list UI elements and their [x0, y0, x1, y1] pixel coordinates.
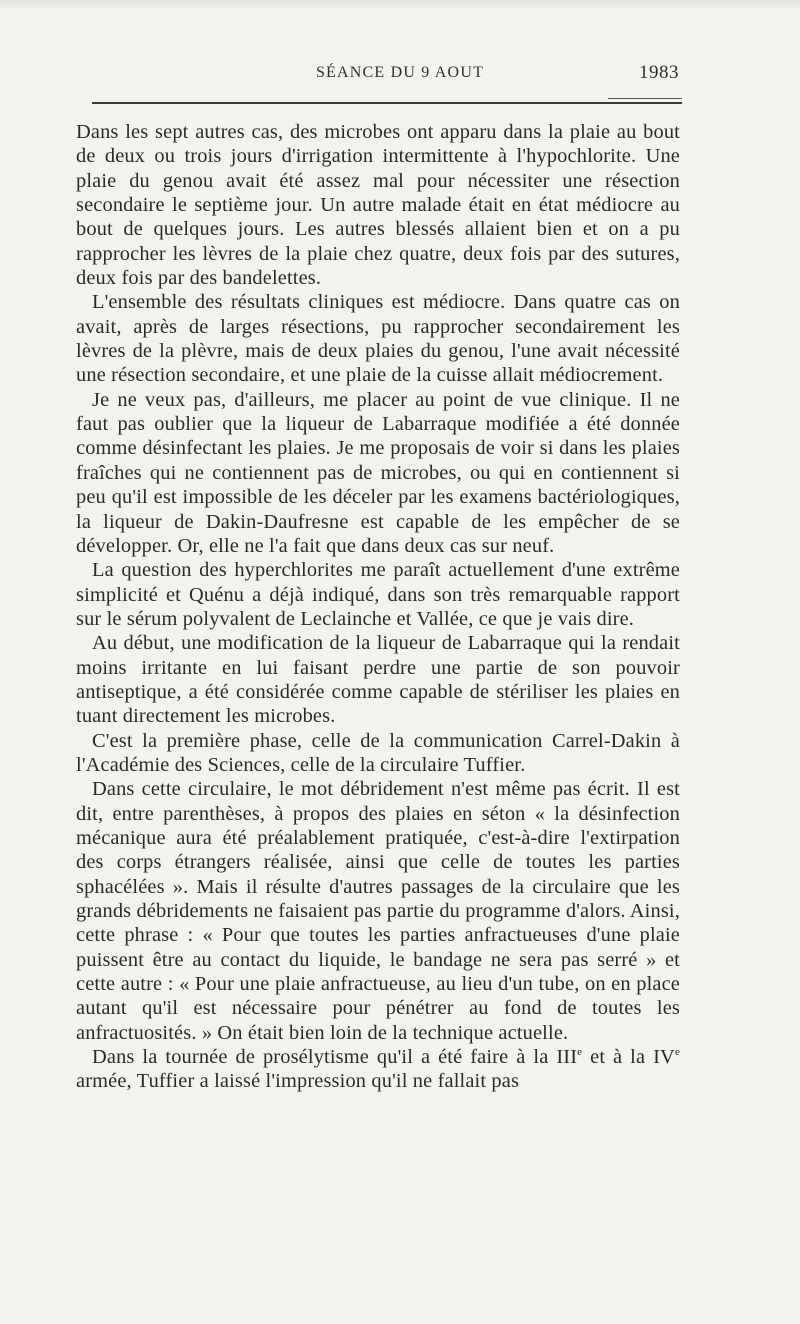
- header-rule-accent: [608, 98, 682, 99]
- paragraph-2: L'ensemble des résultats cliniques est médiocre. Dans quatre cas on avait, après de larges résections, pu rapprocher secondairement les lèvres de la plèvre, mais de deux plaies du genou, l'une avait nécessité une résection secondaire, et une plaie de la cuisse allait médiocrement.: [76, 291, 680, 387]
- paragraph-8-part-1: Dans la tournée de prosélytisme qu'il a été faire à la III: [92, 1046, 578, 1069]
- superscript-1: e: [577, 1046, 583, 1059]
- paragraph-1: Dans les sept autres cas, des microbes ont apparu dans la plaie au bout de deux ou trois jours d'irrigation intermittente à l'hypochlorite. Une plaie du genou avait été assez mal pour nécessiter une résection secondaire le septième jour. Un autre malade était en état médiocre au bout de quelques jours. Les autres blessés allaient bien et on a pu rapprocher les lèvres de la plaie chez quatre, deux fois par des sutures, deux fois par des bandelettes.: [76, 121, 680, 290]
- running-head: [0, 62, 800, 86]
- body-text: [76, 120, 680, 1094]
- page-top-edge: [0, 0, 800, 10]
- paragraph-8-part-2: et à la IV: [582, 1046, 675, 1069]
- paragraph-8-part-3: armée, Tuffier a laissé l'impression qu'il ne fallait pas: [76, 1070, 520, 1093]
- paragraph-4: La question des hyperchlorites me paraît actuellement d'une extrême simplicité et Quénu a déjà indiqué, dans son très remarquable rapport sur le sérum polyvalent de Leclainche et Vallée, ce que je vais dire.: [76, 559, 680, 630]
- superscript-2: e: [674, 1046, 680, 1059]
- paragraph-8: [76, 1045, 680, 1094]
- running-title: SÉANCE DU 9 AOUT: [315, 64, 485, 81]
- header-rule: [92, 102, 682, 104]
- paragraph-6: C'est la première phase, celle de la communication Carrel-Dakin à l'Académie des Sciences, celle de la circulaire Tuffier.: [76, 729, 680, 776]
- paragraph-5: Au début, une modification de la liqueur de Labarraque qui la rendait moins irritante en lui faisant perdre une partie de son pouvoir antiseptique, a été considérée comme capable de stériliser les plaies en tuant directement les microbes.: [76, 632, 680, 728]
- paragraph-7: Dans cette circulaire, le mot débridement n'est même pas écrit. Il est dit, entre parenthèses, à propos des plaies en séton « la désinfection mécanique aura été préalablement pratiquée, c'est-à-dire l'extirpation des corps étrangers réalisée, ainsi que celle de toutes les parties sphacélées ». Mais il résulte d'autres passages de la circulaire que les grands débridements ne faisaient pas partie du programme d'alors. Ainsi, cette phrase : « Pour que toutes les parties anfractueuses d'une plaie puissent être au contact du liquide, le bandage ne sera pas serré » et cette autre : « Pour une plaie anfractueuse, au lieu d'un tube, on en place autant qu'il est nécessaire pour pénétrer au fond de toutes les anfractuosités. » On était bien loin de la technique actuelle.: [76, 778, 680, 1044]
- paragraph-3: Je ne veux pas, d'ailleurs, me placer au point de vue clinique. Il ne faut pas oublier que la liqueur de Labarraque modifiée a été donnée comme désinfectant les plaies. Je me proposais de voir si dans les plaies fraîches qui ne contiennent pas de microbes, ou qui en contiennent si peu qu'il est impossible de les déceler par les examens bactériologiques, la liqueur de Dakin-Daufresne est capable de les empêcher de se développer. Or, elle ne l'a fait que dans deux cas sur neuf.: [76, 388, 680, 557]
- page-number: 1983: [639, 62, 679, 83]
